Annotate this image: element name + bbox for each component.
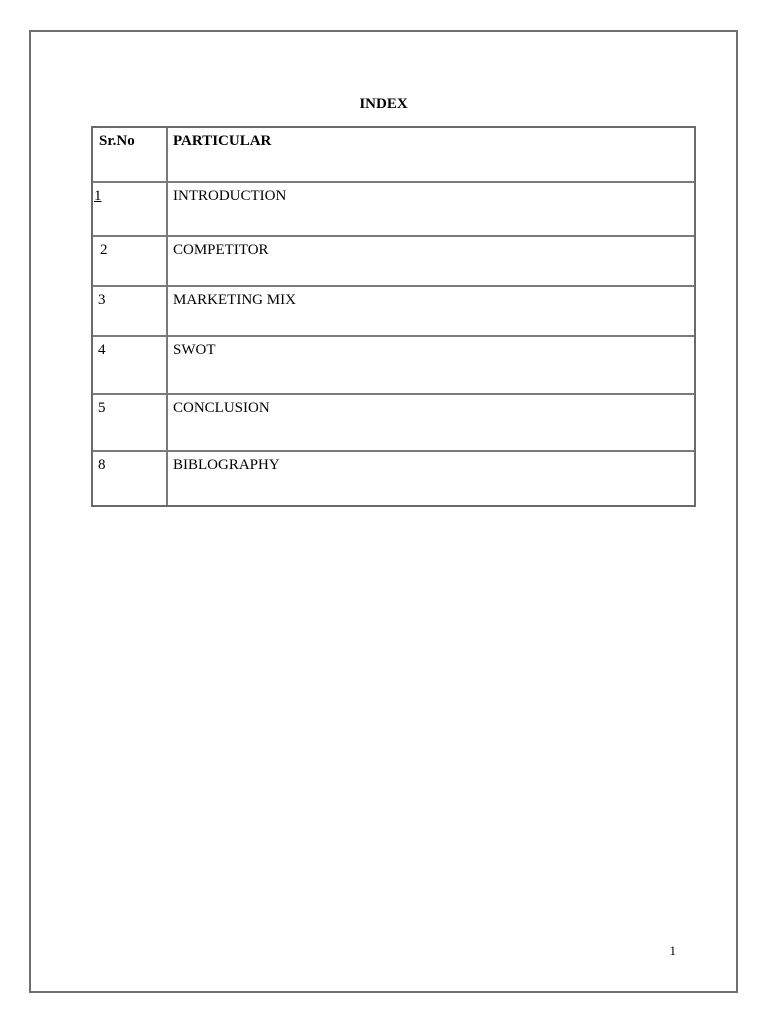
row-number: 5 (93, 395, 168, 452)
table-row (93, 183, 694, 237)
header-particular: PARTICULAR (168, 128, 694, 183)
index-table (91, 126, 696, 507)
page-title: INDEX (359, 96, 408, 112)
table-row (93, 337, 694, 395)
table-header-row (93, 128, 694, 183)
row-number: 4 (93, 337, 168, 395)
table-row (93, 237, 694, 287)
row-particular: MARKETING MIX (168, 287, 694, 337)
row-particular: INTRODUCTION (168, 183, 694, 237)
page-number: 1 (669, 943, 676, 958)
table-row (93, 287, 694, 337)
row-number: 2 (93, 237, 168, 287)
document-page (29, 30, 738, 993)
row-number: 3 (93, 287, 168, 337)
table-row (93, 452, 694, 505)
table-row (93, 395, 694, 452)
header-sr-no: Sr.No (93, 128, 168, 183)
row-particular: COMPETITOR (168, 237, 694, 287)
row-particular: BIBLOGRAPHY (173, 457, 280, 473)
row-number: 1 (93, 183, 168, 237)
row-number: 8 (93, 452, 168, 505)
row-particular: CONCLUSION (168, 395, 694, 452)
row-particular: SWOT (168, 337, 694, 395)
